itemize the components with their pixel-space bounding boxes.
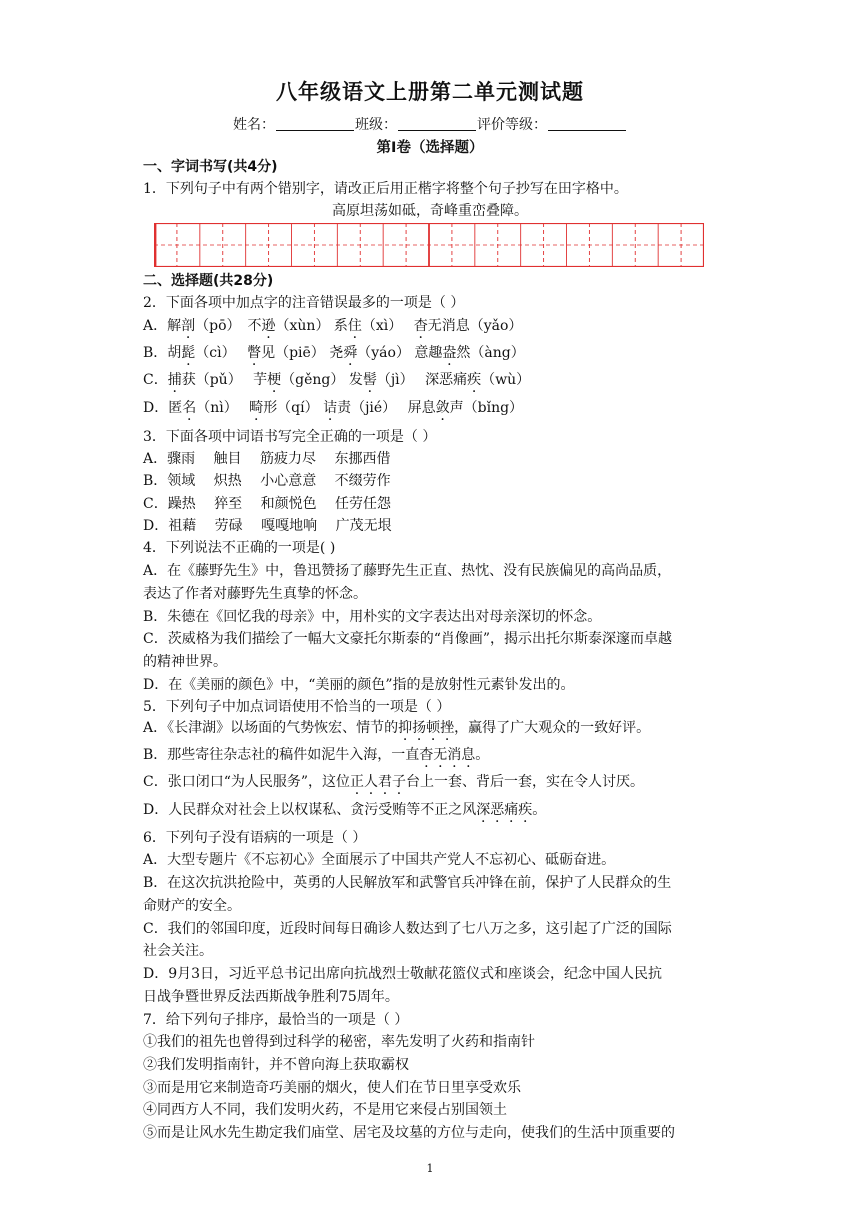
class-label: 班级： <box>355 117 397 133</box>
text-segment: （xì） <box>361 318 414 334</box>
q5-stem: 5．下列句子中加点词语使用不恰当的一项是（ ） <box>143 699 451 715</box>
dotted-emphasis <box>442 345 456 361</box>
dotted-emphasis <box>436 400 450 416</box>
dotted-char: 捕 <box>167 372 182 388</box>
text-segment: 无消息（yǎo） <box>427 318 523 334</box>
text-segment: 声（bǐng） <box>449 400 524 416</box>
dotted-char: 疾 <box>518 802 533 818</box>
text-segment: 获（pǔ） 芋 <box>181 372 268 388</box>
text-segment: 然（àng） <box>456 345 525 361</box>
text-segment: D．人民群众对社会上以权谋私、贪污受贿等不正之风 <box>143 802 477 818</box>
q2-option-a <box>143 317 522 335</box>
q5-option-a <box>143 719 650 737</box>
text-segment: 。 <box>532 802 547 818</box>
dotted-char: 挫 <box>440 720 455 736</box>
q6-option-b-cont: 命财产的安全。 <box>143 898 241 914</box>
q4-stem: 4．下列说法不正确的一项是( ) <box>143 540 336 556</box>
q4-option-c-cont: 的精神世界。 <box>143 654 227 670</box>
q2-stem: 2．下面各项中加点字的注音错误最多的一项是（ ） <box>143 295 465 311</box>
q5-option-c <box>143 773 644 791</box>
q5-option-b <box>143 746 489 764</box>
q2-option-c <box>143 371 530 389</box>
q3-option-d: D．祖藉 劳碌 嘎嘎地响 广茂无垠 <box>143 518 392 534</box>
text-segment: （pō） 不 <box>195 318 262 334</box>
text-segment: A．《长津湖》以场面的气势恢宏、情节的 <box>143 720 399 736</box>
q4-option-a-cont: 表达了作者对藤野先生真挚的怀念。 <box>143 586 367 602</box>
q4-option-a: A．在《藤野先生》中，鲁迅赞扬了藤野先生正直、热忱、没有民族偏见的高尚品质， <box>143 563 672 579</box>
q6-stem: 6．下列句子没有语病的一项是（ ） <box>143 830 367 846</box>
text-segment: （wù） <box>481 372 531 388</box>
dotted-char: 子 <box>392 774 407 790</box>
q5-option-d <box>143 801 546 819</box>
q6-option-c: C．我们的邻国印度，近段时间每日确诊人数达到了七八万之多，这引起了广泛的国际 <box>143 921 672 937</box>
dotted-emphasis <box>414 318 428 334</box>
dotted-char: 敛 <box>435 400 450 416</box>
dotted-char: 逊 <box>261 318 276 334</box>
dotted-char: 髭 <box>181 345 196 361</box>
text-segment: C．张口闭口“为人民服务”，这位 <box>143 774 351 790</box>
dotted-emphasis <box>350 774 406 790</box>
dotted-char: 抑 <box>398 720 413 736</box>
dotted-char: 剖 <box>181 318 196 334</box>
dotted-char: 痛 <box>504 802 519 818</box>
section-heading-2: 二、选择题(共28分) <box>143 273 274 289</box>
dotted-char: 恶 <box>490 802 505 818</box>
q6-option-b: B．在这次抗洪抢险中，英勇的人民解放军和武警官兵冲锋在前，保护了人民群众的生 <box>143 875 672 891</box>
q7-stem: 7．给下列句子排序，最恰当的一项是（ ） <box>143 1012 409 1028</box>
section-heading-1: 一、字词书写(共4分) <box>143 159 278 175</box>
q4-option-d: D．在《美丽的颜色》中，“美丽的颜色”指的是放射性元素钋发出的。 <box>143 677 575 693</box>
q2-option-d <box>143 399 523 417</box>
q7-sentence-4: ④同西方人不同，我们发明火药，不是用它来侵占别国领土 <box>143 1102 507 1118</box>
dotted-char: 畸 <box>249 400 264 416</box>
name-blank[interactable] <box>276 116 354 131</box>
dotted-emphasis <box>249 400 263 416</box>
q6-option-d-cont: 日战争暨世界反法西斯战争胜利75周年。 <box>143 989 399 1005</box>
text-segment: （jì） 深恶痛 <box>376 372 468 388</box>
dotted-emphasis <box>247 345 261 361</box>
dotted-char: 住 <box>347 318 362 334</box>
dotted-char: 疾 <box>467 372 482 388</box>
dotted-char: 顿 <box>426 720 441 736</box>
dotted-char: 扬 <box>412 720 427 736</box>
text-segment: （yáo） 意趣 <box>357 345 443 361</box>
text-segment: D．匿 <box>143 400 183 416</box>
dotted-emphasis <box>419 747 475 763</box>
dotted-emphasis <box>348 318 362 334</box>
dotted-char: 息 <box>461 747 476 763</box>
dotted-emphasis <box>168 372 182 388</box>
dotted-char: 杳 <box>419 747 434 763</box>
dotted-char: 瞥 <box>247 345 262 361</box>
q7-sentence-5: ⑤而是让风水先生勘定我们庙堂、居宅及坟墓的方位与走向，使我们的生活中顶重要的 <box>143 1125 675 1141</box>
q7-sentence-2: ②我们发明指南针，并不曾向海上获取霸权 <box>143 1057 409 1073</box>
page-title: 八年级语文上册第二单元测试题 <box>276 80 584 104</box>
dotted-emphasis <box>398 720 454 736</box>
q4-option-c: C．茨威格为我们描绘了一幅大文豪托尔斯泰的“肖像画”，揭示出托尔斯泰深邃而卓越 <box>143 631 673 647</box>
dotted-char: 杳 <box>413 318 428 334</box>
q6-option-c-cont: 社会关注。 <box>143 943 213 959</box>
dotted-char: 髻 <box>362 372 377 388</box>
text-segment: 责（jié） 屏息 <box>337 400 436 416</box>
q3-option-c: C．躁热 猝至 和颜悦色 任劳任怨 <box>143 496 392 512</box>
q7-sentence-3: ③而是用它来制造奇巧美丽的烟火，使人们在节日里享受欢乐 <box>143 1080 521 1096</box>
text-segment: 见（piē） 尧 <box>261 345 344 361</box>
dotted-char: 梗 <box>267 372 282 388</box>
dotted-emphasis <box>181 345 195 361</box>
text-segment: 形（qí） <box>263 400 324 416</box>
text-segment: A．解 <box>143 318 182 334</box>
dotted-char: 深 <box>476 802 491 818</box>
q6-option-a: A．大型专题片《不忘初心》全面展示了中国共产党人不忘初心、砥砺奋进。 <box>143 852 616 868</box>
dotted-emphasis <box>181 318 195 334</box>
dotted-emphasis <box>363 372 377 388</box>
dotted-char: 盎 <box>442 345 457 361</box>
text-segment: （cì） <box>195 345 248 361</box>
dotted-emphasis <box>323 400 337 416</box>
text-segment: B．胡 <box>143 345 182 361</box>
text-segment: ，赢得了广大观众的一致好评。 <box>454 720 651 736</box>
dotted-char: 舜 <box>343 345 358 361</box>
dotted-char: 名 <box>182 400 197 416</box>
dotted-emphasis <box>476 802 532 818</box>
q1-sentence: 高原坦荡如砥，奇峰重峦叠障。 <box>332 203 528 219</box>
text-segment: B．那些寄往杂志社的稿件如泥牛入海，一直 <box>143 747 420 763</box>
tianzige-writing-grid[interactable] <box>154 223 704 267</box>
q3-stem: 3．下面各项中词语书写完全正确的一项是（ ） <box>143 429 437 445</box>
grade-blank[interactable] <box>548 116 626 131</box>
dotted-char: 消 <box>447 747 462 763</box>
q2-option-b <box>143 344 525 362</box>
student-info-line <box>0 114 860 134</box>
text-segment: 台上一套、背后一套，实在令人讨厌。 <box>406 774 645 790</box>
dotted-char: 人 <box>364 774 379 790</box>
text-segment: （xùn） 系 <box>275 318 348 334</box>
name-label: 姓名： <box>233 117 275 133</box>
text-segment: （gěng） 发 <box>281 372 363 388</box>
q6-option-d: D．9月3日，习近平总书记出席向抗战烈士敬献花篮仪式和座谈会，纪念中国人民抗 <box>143 966 663 982</box>
q3-option-a: A．骤雨 触目 筋疲力尽 东挪西借 <box>143 451 391 467</box>
dotted-char: 正 <box>350 774 365 790</box>
dotted-emphasis <box>267 372 281 388</box>
q3-option-b: B．领域 炽热 小心意意 不缀劳作 <box>143 473 391 489</box>
dotted-emphasis <box>467 372 481 388</box>
volume-heading: 第Ⅰ卷（选择题） <box>376 140 484 156</box>
q4-option-b: B．朱德在《回忆我的母亲》中，用朴实的文字表达出对母亲深切的怀念。 <box>143 609 602 625</box>
grade-label: 评价等级： <box>477 117 547 133</box>
dotted-emphasis <box>182 400 196 416</box>
text-segment: （nì） <box>196 400 250 416</box>
text-segment: 。 <box>475 747 490 763</box>
q1-stem: 1．下列句子中有两个错别字，请改正后用正楷字将整个句子抄写在田字格中。 <box>143 181 628 197</box>
page-number: 1 <box>426 1162 434 1175</box>
class-blank[interactable] <box>398 116 476 131</box>
text-segment: C． <box>143 372 168 388</box>
q7-sentence-1: ①我们的祖先也曾得到过科学的秘密，率先发明了火药和指南针 <box>143 1034 535 1050</box>
dotted-emphasis <box>262 318 276 334</box>
dotted-char: 诘 <box>323 400 338 416</box>
dotted-char: 君 <box>378 774 393 790</box>
dotted-char: 无 <box>433 747 448 763</box>
dotted-emphasis <box>343 345 357 361</box>
